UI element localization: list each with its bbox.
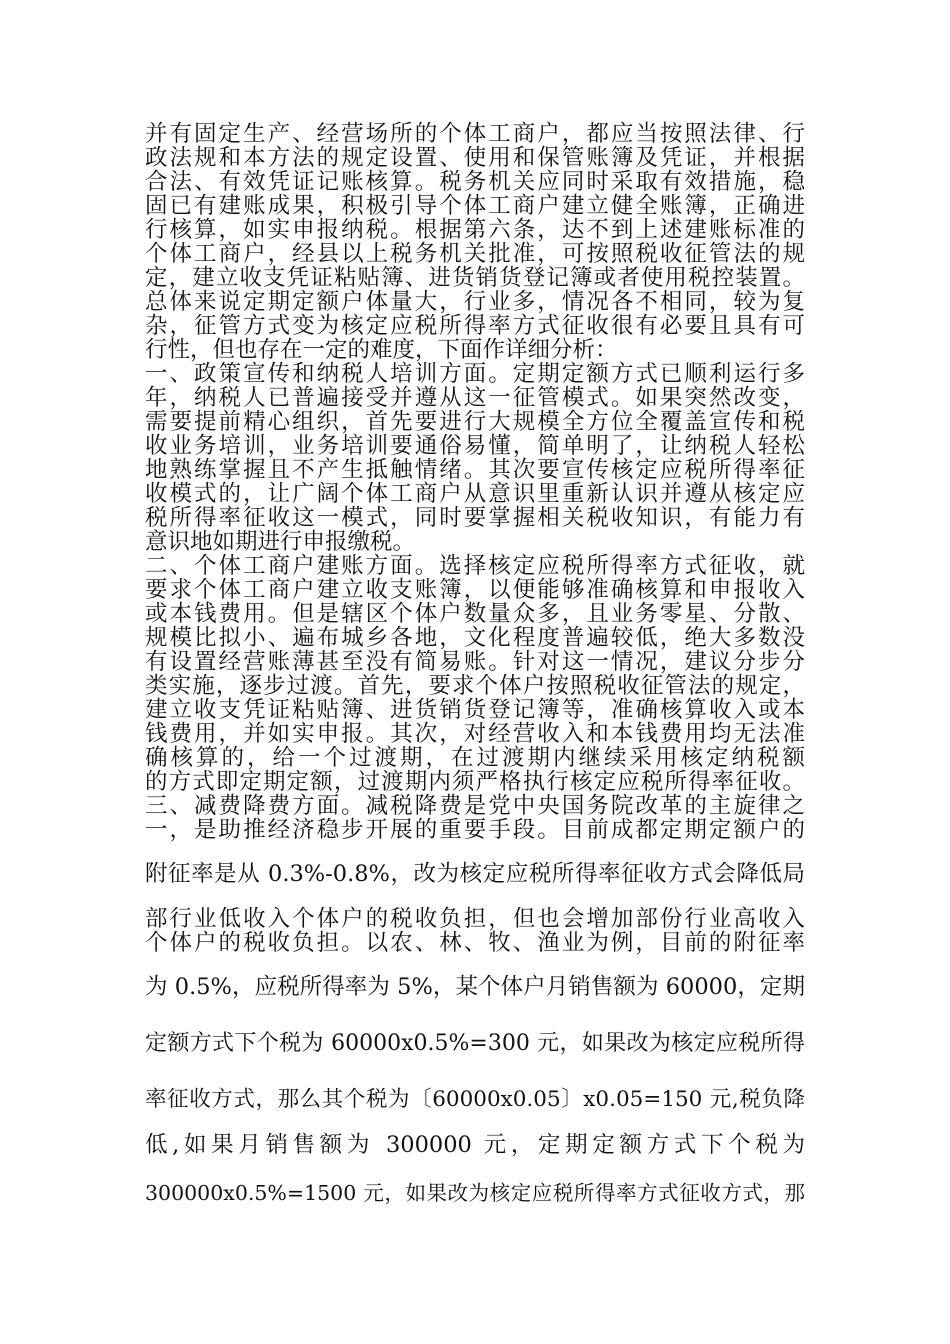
text-line: 地熟练掌握且不产生抵触情绪。其次要宣传核定应税所得率征 <box>145 457 805 483</box>
text-line: 并有固定生产、经营场所的个体工商户，都应当按照法律、行 <box>145 121 805 147</box>
text-line: 二、个体工商户建账方面。选择核定应税所得率方式征收，就 <box>145 553 805 579</box>
text-line: 总体来说定期定额户体量大，行业多，情况各不相同，较为复 <box>145 289 805 315</box>
text-line: 政法规和本方法的规定设置、使用和保管账簿及凭证，并根据 <box>145 145 805 171</box>
text-line: 的方式即定期定额，过渡期内须严格执行核定应税所得率征收。 <box>145 769 805 795</box>
text-line: 为 0.5%，应税所得率为 5%，某个体户月销售额为 60000，定期 <box>145 974 805 1000</box>
text-line: 收模式的，让广阔个体工商户从意识里重新认识并遵从核定应 <box>145 481 805 507</box>
text-line: 个体工商户，经县以上税务机关批准，可按照税收征管法的规 <box>145 241 805 267</box>
text-line: 率征收方式，那么其个税为〔60000x0.05〕x0.05=150 元,税负降 <box>145 1087 805 1112</box>
text-line: 要求个体工商户建立收支账簿，以便能够准确核算和申报收入 <box>145 577 805 603</box>
text-line: 一，是助推经济稳步开展的重要手段。目前成都定期定额户的 <box>145 817 805 843</box>
text-line: 固已有建账成果，积极引导个体工商户建立健全账簿，正确进 <box>145 193 805 219</box>
text-line: 收业务培训，业务培训要通俗易懂，简单明了，让纳税人轻松 <box>145 433 805 459</box>
text-line: 杂，征管方式变为核定应税所得率方式征收很有必要且具有可 <box>145 313 805 339</box>
text-line: 定，建立收支凭证粘贴簿、进货销货登记簿或者使用税控装置。 <box>145 265 805 291</box>
text-line: 个体户的税收负担。以农、林、牧、渔业为例，目前的附征率 <box>145 930 805 956</box>
text-line: 行核算，如实申报纳税。根据第六条，达不到上述建账标准的 <box>145 217 805 243</box>
text-line: 意识地如期进行申报缴税。 <box>145 529 416 555</box>
text-line: 税所得率征收这一模式，同时要掌握相关税收知识，有能力有 <box>145 505 805 531</box>
text-line: 钱费用，并如实申报。其次，对经营收入和本钱费用均无法准 <box>145 721 805 747</box>
text-line: 需要提前精心组织，首先要进行大规模全方位全覆盖宣传和税 <box>145 409 805 435</box>
text-line: 年，纳税人已普遍接受并遵从这一征管模式。如果突然改变， <box>145 385 805 411</box>
text-line: 行性，但也存在一定的难度，下面作详细分析： <box>145 337 618 363</box>
text-line: 合法、有效凭证记账核算。税务机关应同时采取有效措施，稳 <box>145 169 805 195</box>
text-line: 低,如果月销售额为 300000 元，定期定额方式下个税为 <box>145 1132 805 1158</box>
text-line: 一、政策宣传和纳税人培训方面。定期定额方式已顺利运行多 <box>145 361 805 387</box>
text-line: 规模比拟小、遍布城乡各地，文化程度普遍较低，绝大多数没 <box>145 625 805 651</box>
text-line: 300000x0.5%=1500 元，如果改为核定应税所得率方式征收方式，那 <box>145 1181 805 1205</box>
text-line: 或本钱费用。但是辖区个体户数量众多，且业务零星、分散、 <box>145 601 805 627</box>
text-line: 确核算的，给一个过渡期，在过渡期内继续采用核定纳税额 <box>145 745 805 771</box>
text-line: 部行业低收入个体户的税收负担，但也会增加部份行业高收入 <box>145 906 805 932</box>
text-line: 定额方式下个税为 60000x0.5%=300 元，如果改为核定应税所得 <box>145 1031 805 1056</box>
text-line: 附征率是从 0.3%-0.8%，改为核定应税所得率征收方式会降低局 <box>145 861 805 887</box>
text-line: 建立收支凭证粘贴簿、进货销货登记簿等，准确核算收入或本 <box>145 697 805 723</box>
text-line: 有设置经营账薄甚至没有简易账。针对这一情况，建议分步分 <box>145 649 805 675</box>
text-line: 类实施，逐步过渡。首先，要求个体户按照税收征管法的规定， <box>145 673 805 699</box>
text-line: 三、减费降费方面。减税降费是党中央国务院改革的主旋律之 <box>145 793 805 819</box>
